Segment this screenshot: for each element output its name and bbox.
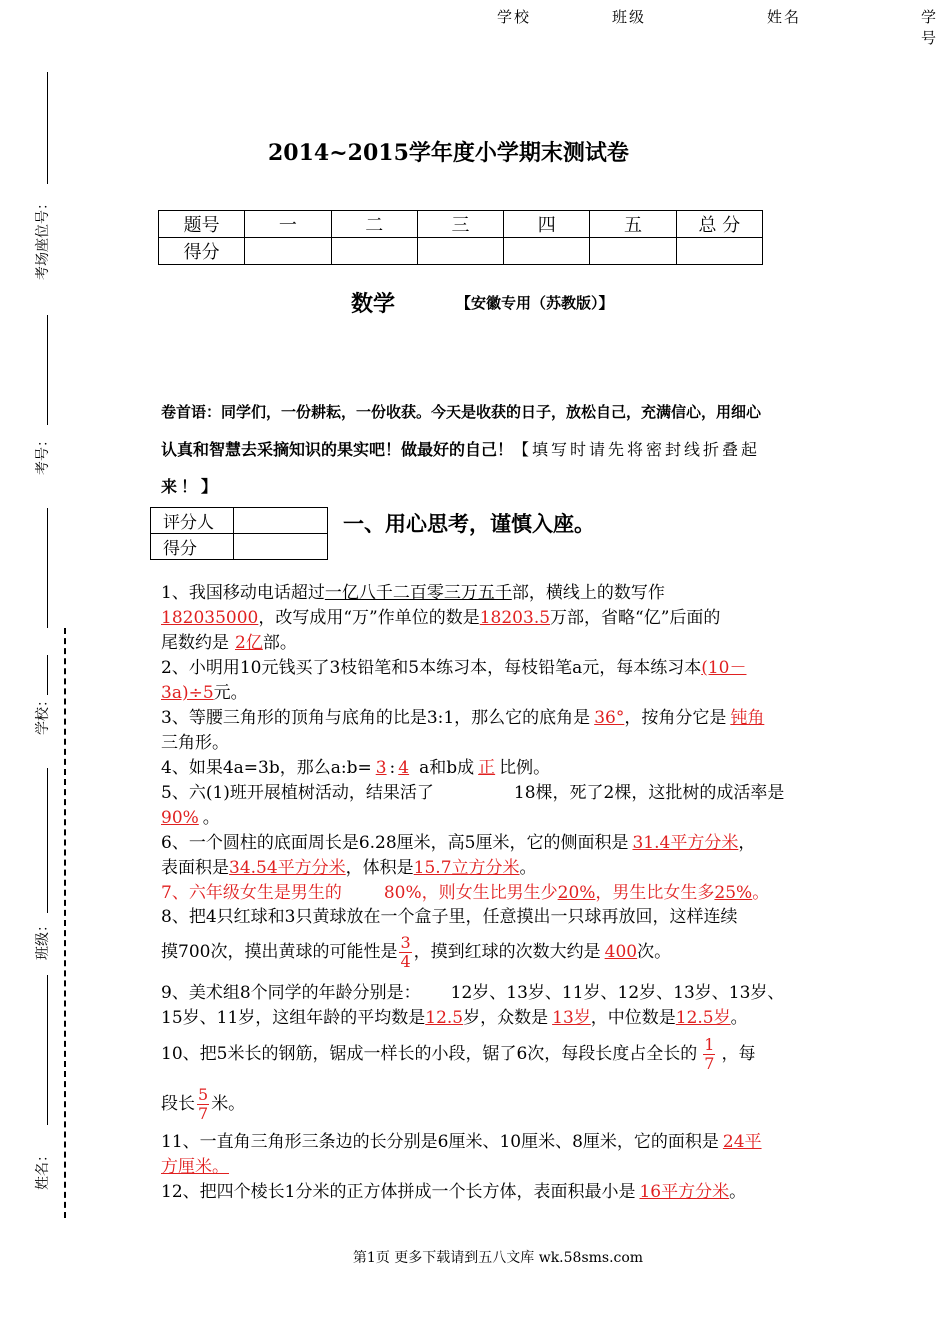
question-2-line-2 xyxy=(161,681,248,706)
score-cell[interactable] xyxy=(504,238,590,265)
q9-answer-1: 12.5 xyxy=(425,1008,464,1028)
q10-text: 段长 xyxy=(161,1094,195,1114)
q9-text: 15岁、11岁，这组年龄的平均数是 xyxy=(161,1008,426,1028)
q6-answer-3: 15.7立方分米 xyxy=(413,858,520,878)
q1-underlined-number: 一亿八千二百零三万五千 xyxy=(324,583,512,603)
q6-answer-2: 34.54平方分米 xyxy=(229,858,346,878)
q7-answer-1: 20% xyxy=(557,883,596,903)
header-number-label: 学号 xyxy=(921,8,939,47)
seal-line xyxy=(47,508,48,628)
score-cell[interactable] xyxy=(676,238,762,265)
q7-answer-2: 25% xyxy=(714,883,753,903)
q1-answer-3: 2亿 xyxy=(235,633,263,653)
question-11-line-1 xyxy=(161,1130,762,1155)
fraction-numerator: 5 xyxy=(198,1085,209,1104)
question-12 xyxy=(161,1180,746,1205)
q7-text: ，男生比女生多 xyxy=(595,883,715,903)
q9-text: 。 xyxy=(730,1008,748,1028)
q12-text: 。 xyxy=(729,1182,747,1202)
q3-answer-1: 36° xyxy=(594,708,625,728)
question-11-line-2 xyxy=(161,1155,229,1180)
score-cell[interactable] xyxy=(245,238,331,265)
fraction-denominator: 7 xyxy=(704,1054,715,1073)
fraction-denominator: 4 xyxy=(400,952,411,971)
q2-answer: (10－ xyxy=(701,658,747,678)
question-3-line-1 xyxy=(161,706,764,731)
q3-answer-2: 钝角 xyxy=(730,708,765,728)
grader-score-cell[interactable] xyxy=(234,534,328,560)
q3-text: ，按角分它是 xyxy=(624,708,727,728)
seal-line xyxy=(47,768,48,913)
question-9-line-1 xyxy=(161,981,784,1006)
question-1-line-2 xyxy=(161,606,720,631)
q8-text: 摸700次，摸出黄球的可能性是 xyxy=(161,942,398,962)
fraction-numerator: 3 xyxy=(400,933,411,952)
q8-answer-fraction xyxy=(399,934,411,971)
seal-line xyxy=(47,72,48,184)
q4-answer-3: 正 xyxy=(478,758,496,778)
q1-text: ，改写成用“万”作单位的数是 xyxy=(258,608,480,628)
side-school-label: 学校： xyxy=(35,693,51,735)
question-5-line-1 xyxy=(161,781,784,806)
fraction-denominator: 7 xyxy=(198,1104,209,1123)
question-8-line-1: 8、把4只红球和3只黄球放在一个盒子里，任意摸出一只球再放回，这样连续 xyxy=(161,907,738,927)
seal-line xyxy=(47,315,48,425)
subject-name: 数学 xyxy=(351,291,396,317)
q7-text: 7、六年级女生是男生的 xyxy=(161,883,342,903)
q11-answer: 方厘米。 xyxy=(161,1157,229,1177)
side-exam-no-label: 考号： xyxy=(35,433,51,475)
subject-edition: 【安徽专用（苏教版）】 xyxy=(456,294,614,312)
q10-text: 米。 xyxy=(211,1094,246,1114)
q2-text: 2、小明用10元钱买了3枝铅笔和5本练习本，每枝铅笔a元，每本练习本 xyxy=(161,658,702,678)
intro-line-2a: 认真和智慧去采摘知识的果实吧！做最好的自己！ xyxy=(161,440,514,459)
q6-text: 6、一个圆柱的底面周长是6.28厘米，高5厘米，它的侧面积是 xyxy=(161,833,629,853)
score-cell[interactable] xyxy=(590,238,676,265)
side-class-label: 班级： xyxy=(35,918,51,960)
intro-line-1: 卷首语：同学们，一份耕耘，一份收获。今天是收获的日子，放松自己，充满信心，用细心 xyxy=(161,403,762,421)
question-1-line-1 xyxy=(161,581,665,606)
q6-answer-1: 31.4平方分米 xyxy=(632,833,739,853)
grader-label: 评分人 xyxy=(151,508,234,534)
grader-cell[interactable] xyxy=(234,508,328,534)
question-10-line-2 xyxy=(161,1084,245,1124)
q6-text: 表面积是 xyxy=(161,858,229,878)
grader-score-label: 得分 xyxy=(151,534,234,560)
q4-text: a和b成 xyxy=(419,758,475,778)
score-header-cell: 三 xyxy=(417,211,503,238)
header-name-label: 姓名 xyxy=(767,8,802,26)
q8-answer: 400 xyxy=(604,942,638,962)
q1-text: 1、我国移动电话超过 xyxy=(161,583,325,603)
score-cell[interactable] xyxy=(331,238,417,265)
question-3-line-2: 三角形。 xyxy=(161,733,229,753)
q10-answer-fraction-1 xyxy=(703,1036,715,1073)
fraction-numerator: 1 xyxy=(704,1035,715,1054)
seal-line xyxy=(47,975,48,1125)
question-6-line-2 xyxy=(161,856,537,881)
question-8-line-2 xyxy=(161,932,671,972)
section-title: 一、用心思考，谨慎入座。 xyxy=(343,511,595,536)
q7-text: 80%，则女生比男生少 xyxy=(383,883,558,903)
exam-title: 2014~2015学年度小学期末测试卷 xyxy=(268,140,629,166)
q10-answer-fraction-2 xyxy=(197,1086,209,1123)
header-school-label: 学校 xyxy=(497,8,532,26)
question-10-line-1 xyxy=(161,1034,755,1074)
score-header-cell: 总 分 xyxy=(676,211,762,238)
question-2-line-1 xyxy=(161,656,746,681)
q9-answer-3: 12.5岁 xyxy=(675,1008,731,1028)
grader-table xyxy=(150,507,328,560)
q1-answer-2: 18203.5 xyxy=(479,608,551,628)
intro-line-2b: 【填写时请先将密封线折叠起 xyxy=(513,440,761,459)
question-6-line-1 xyxy=(161,831,755,856)
side-seat-label: 考场座位号： xyxy=(35,196,51,280)
q2-answer: 3a)÷5 xyxy=(161,683,214,703)
q11-answer: 24平 xyxy=(722,1132,762,1152)
q4-text: 比例。 xyxy=(499,758,551,778)
question-1-line-3 xyxy=(161,631,297,656)
q8-text: ，摸到红球的次数大约是 xyxy=(413,942,601,962)
q12-answer: 16平方分米 xyxy=(639,1182,730,1202)
question-5-line-2 xyxy=(161,806,220,831)
score-table xyxy=(158,210,763,265)
q3-text: 3、等腰三角形的顶角与底角的比是3:1，那么它的底角是 xyxy=(161,708,591,728)
score-cell[interactable] xyxy=(417,238,503,265)
question-9-line-2 xyxy=(161,1006,748,1031)
q7-text: 。 xyxy=(752,883,770,903)
q11-text: 11、一直角三角形三条边的长分别是6厘米、10厘米、8厘米，它的面积是 xyxy=(161,1132,719,1152)
q12-text: 12、把四个棱长1分米的正方体拼成一个长方体，表面积最小是 xyxy=(161,1182,636,1202)
intro-line-2 xyxy=(161,437,760,460)
q1-text: 部。 xyxy=(262,633,297,653)
intro-line-3: 来！】 xyxy=(161,477,222,496)
q1-text: 尾数约是 xyxy=(161,633,229,653)
q10-text: 10、把5米长的钢筋，锯成一样长的小段，锯了6次，每段长度占全长的 xyxy=(161,1044,698,1064)
side-name-label: 姓名： xyxy=(35,1148,51,1190)
score-row-label: 得分 xyxy=(159,238,245,265)
page-footer: 第1页 更多下载请到五八文库 wk.58sms.com xyxy=(352,1250,644,1266)
header-class-label: 班级 xyxy=(612,8,647,26)
q6-text: ，体积是 xyxy=(345,858,414,878)
q6-text: 。 xyxy=(519,858,537,878)
q9-text: 12岁、13岁、11岁、12岁、13岁、13岁、 xyxy=(450,983,785,1003)
score-header-cell: 题号 xyxy=(159,211,245,238)
seal-dashed-line xyxy=(64,628,66,1218)
q9-answer-2: 13岁 xyxy=(552,1008,591,1028)
q5-text: 5、六(1)班开展植树活动，结果活了 xyxy=(161,783,434,803)
q1-text: 部，横线上的数写作 xyxy=(511,583,665,603)
q1-answer-1: 182035000 xyxy=(161,608,259,628)
q4-text: 4、如果4a=3b，那么a:b= xyxy=(161,758,372,778)
q2-text: 元。 xyxy=(213,683,248,703)
score-header-cell: 五 xyxy=(590,211,676,238)
q9-text: 9、美术组8个同学的年龄分别是： xyxy=(161,983,421,1003)
q1-text: 万部，省略“亿”后面的 xyxy=(550,608,721,628)
q5-answer: 90% xyxy=(161,808,199,828)
q10-text: ，每 xyxy=(721,1044,756,1064)
q4-text: : xyxy=(389,758,396,778)
q6-text: ， xyxy=(738,833,756,853)
score-header-cell: 二 xyxy=(331,211,417,238)
q4-answer-2: 4 xyxy=(398,758,410,778)
question-4 xyxy=(161,756,550,781)
q4-answer-1: 3 xyxy=(375,758,387,778)
score-header-cell: 四 xyxy=(504,211,590,238)
q9-text: 岁，众数是 xyxy=(463,1008,549,1028)
score-header-cell: 一 xyxy=(245,211,331,238)
question-7 xyxy=(161,881,769,906)
q9-text: ，中位数是 xyxy=(590,1008,676,1028)
q5-text: 。 xyxy=(202,808,220,828)
q8-text: 次。 xyxy=(637,942,672,962)
seal-line xyxy=(47,655,48,695)
q5-text: 18棵，死了2棵，这批树的成活率是 xyxy=(513,783,785,803)
